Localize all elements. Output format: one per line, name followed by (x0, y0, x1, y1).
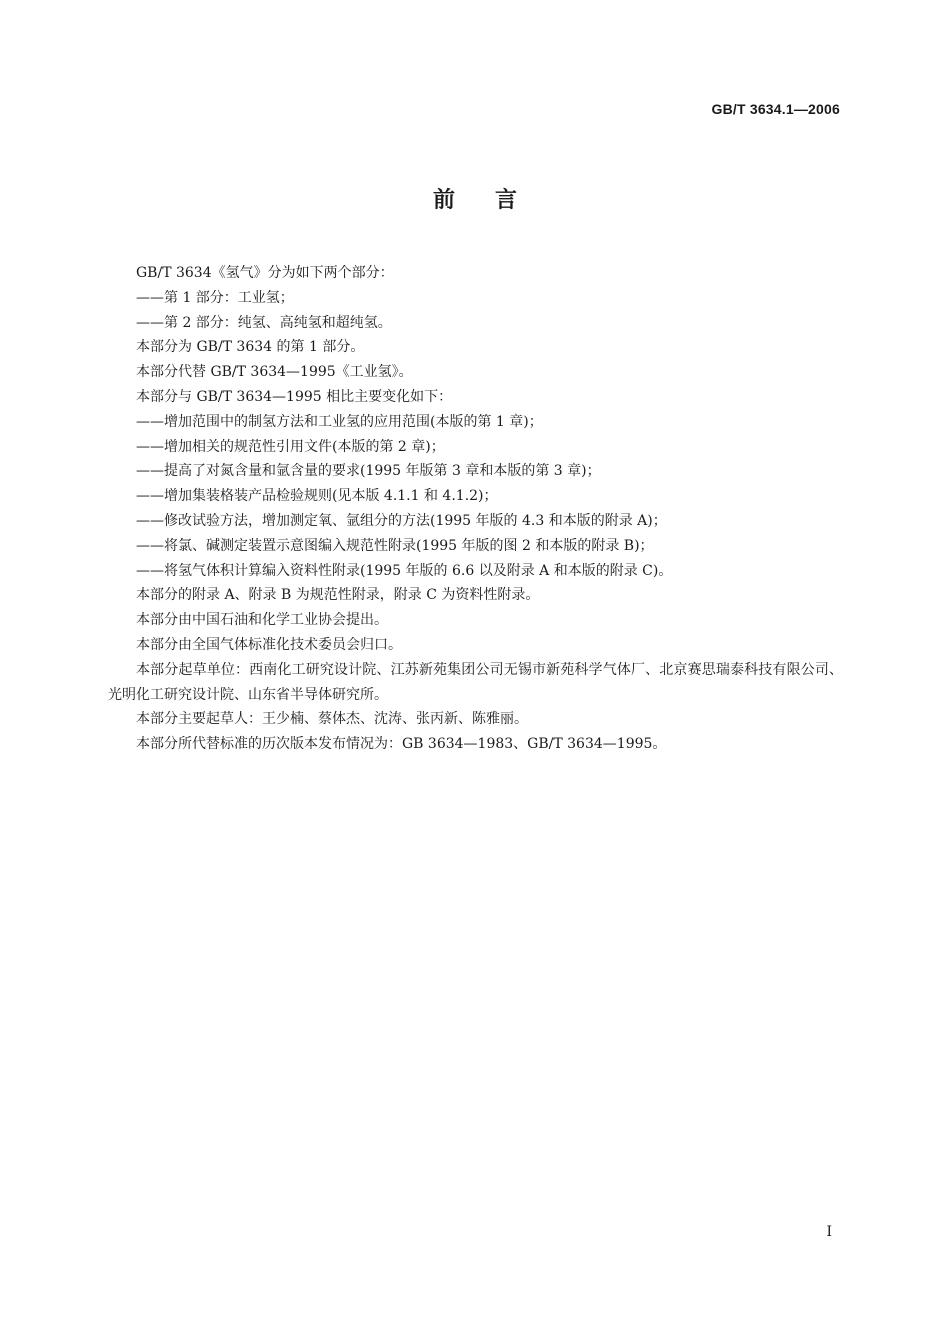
paragraph: ——修改试验方法，增加测定氧、氩组分的方法(1995 年版的 4.3 和本版的附录 A)； (136, 512, 667, 529)
paragraph: ——提高了对氮含量和氩含量的要求(1995 年版第 3 章和本版的第 3 章)； (136, 463, 601, 480)
paragraph: GB/T 3634《氢气》分为如下两个部分： (136, 265, 394, 281)
paragraph: ——增加相关的规范性引用文件(本版的第 2 章)； (136, 438, 445, 455)
paragraph: 本部分与 GB/T 3634—1995 相比主要变化如下： (136, 388, 453, 405)
page-number: I (826, 1224, 832, 1240)
paragraph: 本部分由中国石油和化学工业协会提出。 (136, 612, 388, 629)
paragraph: ——第 1 部分：工业氢； (136, 289, 294, 306)
standard-code: GB/T 3634.1—2006 (711, 101, 840, 117)
paragraph: 本部分代替 GB/T 3634—1995《工业氢》。 (136, 364, 413, 381)
paragraph: ——将氯、碱测定装置示意图编入规范性附录(1995 年版的图 2 和本版的附录 B)； (136, 537, 654, 554)
paragraph: ——第 2 部分：纯氢、高纯氢和超纯氢。 (136, 314, 392, 331)
paragraph: 本部分起草单位：西南化工研究设计院、江苏新苑集团公司无锡市新苑科学气体厂、北京赛思瑞泰科技有限公司、光明化工研究设计院、山东省半导体研究所。 (108, 661, 843, 703)
paragraph: ——增加集装格装产品检验规则(见本版 4.1.1 和 4.1.2)； (136, 488, 498, 505)
paragraph: 本部分主要起草人：王少楠、蔡体杰、沈涛、张丙新、陈雅丽。 (136, 711, 528, 728)
paragraph: 本部分的附录 A、附录 B 为规范性附录，附录 C 为资料性附录。 (136, 587, 540, 604)
page-title: 前言 (432, 188, 557, 213)
paragraph: ——增加范围中的制氢方法和工业氢的应用范围(本版的第 1 章)； (136, 413, 543, 430)
paragraph: 本部分为 GB/T 3634 的第 1 部分。 (136, 339, 365, 356)
paragraph: ——将氢气体积计算编入资料性附录(1995 年版的 6.6 以及附录 A 和本版的附录 C)。 (136, 562, 673, 579)
paragraph: 本部分所代替标准的历次版本发布情况为：GB 3634—1983、GB/T 3634—1995。 (136, 736, 667, 753)
foreword-body (108, 261, 843, 757)
paragraph: 本部分由全国气体标准化技术委员会归口。 (136, 636, 402, 653)
